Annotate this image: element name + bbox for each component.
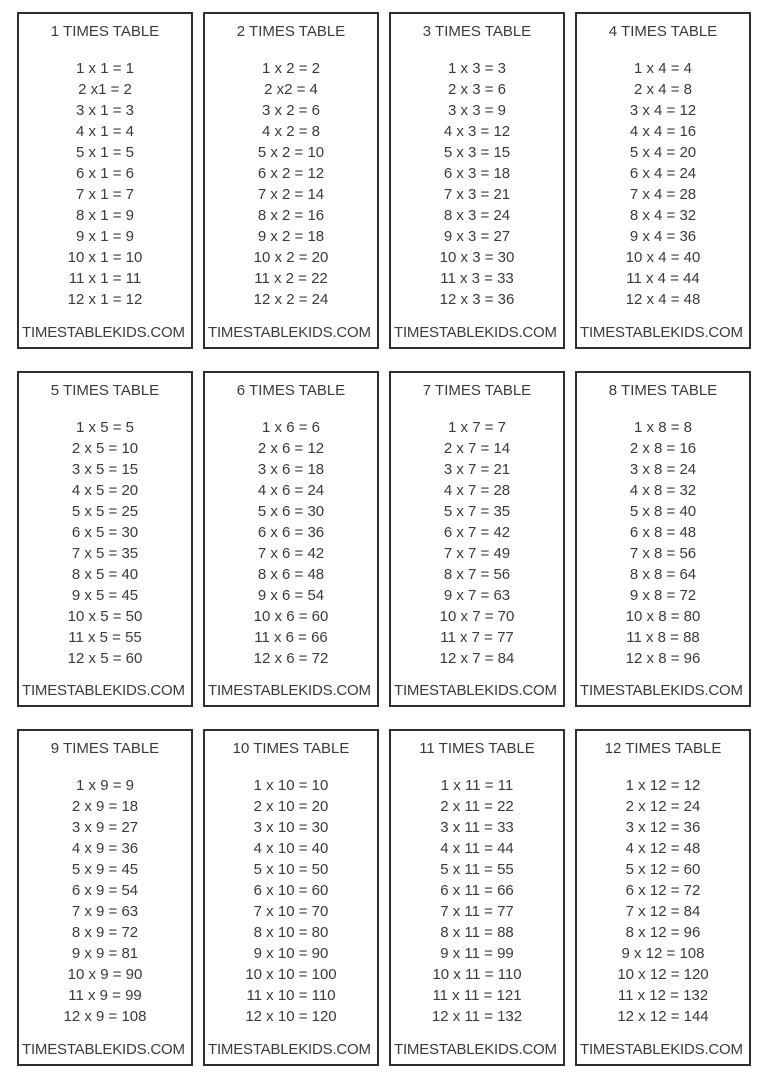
card-footer-website: TIMESTABLEKIDS.COM <box>208 1040 371 1058</box>
multiplication-fact: 7 x 11 = 77 <box>440 903 514 921</box>
multiplication-fact: 5 x 8 = 40 <box>629 502 697 520</box>
multiplication-fact: 3 x 8 = 24 <box>629 460 697 478</box>
multiplication-fact: 7 x 6 = 42 <box>257 544 325 562</box>
card-title: 10 TIMES TABLE <box>232 740 350 758</box>
multiplication-facts-list <box>19 775 191 1027</box>
multiplication-fact: 10 x 1 = 10 <box>67 249 143 266</box>
multiplication-fact: 2 x 12 = 24 <box>625 798 701 816</box>
card-footer-website: TIMESTABLEKIDS.COM <box>22 1040 185 1058</box>
card-footer-website: TIMESTABLEKIDS.COM <box>580 1040 743 1058</box>
card-title: 5 TIMES TABLE <box>50 381 160 399</box>
multiplication-fact: 3 x 11 = 33 <box>440 819 514 837</box>
multiplication-fact: 3 x 10 = 30 <box>253 819 329 837</box>
multiplication-fact: 11 x 8 = 88 <box>626 628 700 646</box>
multiplication-fact: 1 x 9 = 9 <box>76 777 134 795</box>
multiplication-fact: 1 x 8 = 8 <box>634 418 692 436</box>
multiplication-fact: 7 x 1 = 7 <box>76 186 134 203</box>
multiplication-fact: 2 x 5 = 10 <box>71 439 139 457</box>
multiplication-fact: 2 x 7 = 14 <box>443 439 511 457</box>
multiplication-fact: 7 x 2 = 14 <box>257 186 325 203</box>
multiplication-fact: 3 x 1 = 3 <box>76 102 134 119</box>
multiplication-fact: 12 x 4 = 48 <box>625 291 701 308</box>
multiplication-fact: 5 x 3 = 15 <box>443 144 511 161</box>
multiplication-fact: 7 x 7 = 49 <box>443 544 511 562</box>
card-title: 2 TIMES TABLE <box>236 23 346 40</box>
multiplication-fact: 5 x 5 = 25 <box>71 502 139 520</box>
multiplication-fact: 5 x 10 = 50 <box>253 861 329 879</box>
multiplication-facts-list <box>19 417 191 669</box>
card-footer-website: TIMESTABLEKIDS.COM <box>22 323 185 341</box>
multiplication-fact: 1 x 2 = 2 <box>262 60 320 77</box>
multiplication-fact: 5 x 2 = 10 <box>257 144 325 161</box>
multiplication-facts-list <box>205 417 377 669</box>
multiplication-fact: 6 x 3 = 18 <box>443 165 511 182</box>
multiplication-fact: 5 x 9 = 45 <box>71 861 139 879</box>
multiplication-fact: 12 x 5 = 60 <box>67 649 143 667</box>
multiplication-fact: 3 x 5 = 15 <box>71 460 139 478</box>
multiplication-fact: 8 x 10 = 80 <box>253 924 329 942</box>
card-title: 9 TIMES TABLE <box>50 740 160 758</box>
multiplication-fact: 5 x 11 = 55 <box>440 861 514 879</box>
multiplication-fact: 11 x 10 = 110 <box>246 987 336 1005</box>
multiplication-fact: 4 x 11 = 44 <box>440 840 514 858</box>
card-title: 1 TIMES TABLE <box>50 23 160 40</box>
multiplication-fact: 11 x 7 = 77 <box>440 628 514 646</box>
multiplication-fact: 10 x 5 = 50 <box>67 607 143 625</box>
multiplication-fact: 10 x 10 = 100 <box>245 966 337 984</box>
multiplication-fact: 12 x 9 = 108 <box>63 1008 147 1026</box>
multiplication-fact: 2 x 11 = 22 <box>440 798 514 816</box>
multiplication-fact: 3 x 9 = 27 <box>71 819 139 837</box>
multiplication-fact: 6 x 10 = 60 <box>253 882 329 900</box>
multiplication-fact: 9 x 9 = 81 <box>71 945 139 963</box>
multiplication-fact: 9 x 11 = 99 <box>440 945 514 963</box>
multiplication-fact: 12 x 2 = 24 <box>253 291 329 308</box>
multiplication-fact: 8 x 3 = 24 <box>443 207 511 224</box>
multiplication-fact: 11 x 6 = 66 <box>254 628 328 646</box>
card-title: 4 TIMES TABLE <box>608 23 718 40</box>
multiplication-fact: 6 x 6 = 36 <box>257 523 325 541</box>
times-table-card <box>389 12 565 349</box>
multiplication-fact: 8 x 5 = 40 <box>71 565 139 583</box>
multiplication-fact: 11 x 3 = 33 <box>440 270 514 287</box>
times-table-card <box>203 729 379 1066</box>
times-table-card <box>389 371 565 708</box>
multiplication-fact: 3 x 2 = 6 <box>262 102 320 119</box>
multiplication-fact: 6 x 7 = 42 <box>443 523 511 541</box>
multiplication-fact: 5 x 1 = 5 <box>76 144 134 161</box>
multiplication-fact: 4 x 9 = 36 <box>71 840 139 858</box>
multiplication-fact: 12 x 7 = 84 <box>439 649 515 667</box>
multiplication-fact: 2 x 10 = 20 <box>253 798 329 816</box>
card-footer-website: TIMESTABLEKIDS.COM <box>580 323 743 341</box>
times-table-card <box>575 729 751 1066</box>
multiplication-facts-list <box>577 58 749 310</box>
times-table-card <box>203 12 379 349</box>
multiplication-fact: 4 x 8 = 32 <box>629 481 697 499</box>
times-table-card <box>17 371 193 708</box>
multiplication-fact: 12 x 6 = 72 <box>253 649 329 667</box>
multiplication-fact: 8 x 6 = 48 <box>257 565 325 583</box>
multiplication-fact: 11 x 4 = 44 <box>626 270 700 287</box>
multiplication-fact: 12 x 11 = 132 <box>431 1008 523 1026</box>
multiplication-fact: 11 x 5 = 55 <box>68 628 142 646</box>
card-footer-website: TIMESTABLEKIDS.COM <box>208 323 371 341</box>
multiplication-fact: 7 x 10 = 70 <box>253 903 329 921</box>
card-footer-website: TIMESTABLEKIDS.COM <box>580 682 743 700</box>
card-title: 6 TIMES TABLE <box>236 381 346 399</box>
multiplication-fact: 4 x 7 = 28 <box>443 481 511 499</box>
multiplication-fact: 10 x 2 = 20 <box>253 249 329 266</box>
card-footer-website: TIMESTABLEKIDS.COM <box>394 1040 557 1058</box>
multiplication-fact: 1 x 1 = 1 <box>76 60 134 77</box>
multiplication-fact: 6 x 1 = 6 <box>76 165 134 182</box>
multiplication-fact: 11 x 11 = 121 <box>432 987 522 1005</box>
multiplication-fact: 7 x 4 = 28 <box>629 186 697 203</box>
multiplication-facts-list <box>391 58 563 310</box>
card-title: 3 TIMES TABLE <box>422 23 532 40</box>
multiplication-fact: 6 x 12 = 72 <box>625 882 701 900</box>
multiplication-fact: 4 x 4 = 16 <box>629 123 697 140</box>
multiplication-fact: 3 x 7 = 21 <box>443 460 511 478</box>
multiplication-fact: 3 x 6 = 18 <box>257 460 325 478</box>
multiplication-fact: 2 x 9 = 18 <box>71 798 139 816</box>
multiplication-facts-list <box>577 775 749 1027</box>
multiplication-fact: 6 x 2 = 12 <box>257 165 325 182</box>
multiplication-fact: 9 x 1 = 9 <box>76 228 134 245</box>
multiplication-fact: 4 x 3 = 12 <box>443 123 511 140</box>
card-title: 8 TIMES TABLE <box>608 381 718 399</box>
multiplication-fact: 5 x 7 = 35 <box>443 502 511 520</box>
multiplication-fact: 11 x 9 = 99 <box>68 987 142 1005</box>
multiplication-fact: 3 x 3 = 9 <box>448 102 506 119</box>
multiplication-fact: 10 x 9 = 90 <box>67 966 143 984</box>
multiplication-fact: 6 x 5 = 30 <box>71 523 139 541</box>
multiplication-fact: 8 x 11 = 88 <box>440 924 514 942</box>
multiplication-fact: 1 x 6 = 6 <box>262 418 320 436</box>
multiplication-fact: 2 x2 = 4 <box>264 81 318 98</box>
times-table-card <box>17 12 193 349</box>
multiplication-fact: 4 x 6 = 24 <box>257 481 325 499</box>
multiplication-fact: 4 x 2 = 8 <box>262 123 320 140</box>
multiplication-fact: 9 x 10 = 90 <box>253 945 329 963</box>
multiplication-fact: 1 x 4 = 4 <box>634 60 692 77</box>
multiplication-fact: 12 x 3 = 36 <box>439 291 515 308</box>
multiplication-fact: 12 x 1 = 12 <box>67 291 143 308</box>
multiplication-fact: 11 x 12 = 132 <box>617 987 709 1005</box>
multiplication-fact: 9 x 6 = 54 <box>257 586 325 604</box>
multiplication-fact: 7 x 5 = 35 <box>71 544 139 562</box>
multiplication-facts-list <box>391 775 563 1027</box>
card-footer-website: TIMESTABLEKIDS.COM <box>394 323 557 341</box>
multiplication-fact: 10 x 11 = 110 <box>432 966 522 984</box>
multiplication-fact: 8 x 7 = 56 <box>443 565 511 583</box>
times-table-card <box>17 729 193 1066</box>
multiplication-fact: 7 x 8 = 56 <box>629 544 697 562</box>
multiplication-fact: 1 x 5 = 5 <box>76 418 134 436</box>
multiplication-fact: 2 x 6 = 12 <box>257 439 325 457</box>
multiplication-fact: 7 x 3 = 21 <box>443 186 511 203</box>
multiplication-fact: 11 x 2 = 22 <box>254 270 328 287</box>
multiplication-fact: 8 x 8 = 64 <box>629 565 697 583</box>
multiplication-fact: 6 x 4 = 24 <box>629 165 697 182</box>
multiplication-fact: 8 x 4 = 32 <box>629 207 697 224</box>
times-table-card <box>389 729 565 1066</box>
multiplication-fact: 10 x 6 = 60 <box>253 607 329 625</box>
multiplication-fact: 2 x1 = 2 <box>78 81 132 98</box>
times-table-card <box>203 371 379 708</box>
multiplication-fact: 2 x 4 = 8 <box>634 81 692 98</box>
multiplication-fact: 9 x 8 = 72 <box>629 586 697 604</box>
multiplication-fact: 1 x 3 = 3 <box>448 60 506 77</box>
card-title: 12 TIMES TABLE <box>604 740 722 758</box>
multiplication-fact: 2 x 8 = 16 <box>629 439 697 457</box>
multiplication-fact: 6 x 9 = 54 <box>71 882 139 900</box>
multiplication-fact: 1 x 11 = 11 <box>440 777 514 795</box>
multiplication-fact: 2 x 3 = 6 <box>448 81 506 98</box>
multiplication-fact: 10 x 3 = 30 <box>439 249 515 266</box>
multiplication-fact: 8 x 12 = 96 <box>625 924 701 942</box>
times-table-card <box>575 371 751 708</box>
multiplication-fact: 10 x 4 = 40 <box>625 249 701 266</box>
multiplication-fact: 8 x 1 = 9 <box>76 207 134 224</box>
multiplication-fact: 1 x 7 = 7 <box>448 418 506 436</box>
multiplication-fact: 1 x 12 = 12 <box>625 777 701 795</box>
multiplication-fact: 12 x 12 = 144 <box>617 1008 709 1026</box>
card-footer-website: TIMESTABLEKIDS.COM <box>394 682 557 700</box>
multiplication-fact: 6 x 11 = 66 <box>440 882 514 900</box>
multiplication-fact: 5 x 4 = 20 <box>629 144 697 161</box>
multiplication-fact: 9 x 3 = 27 <box>443 228 511 245</box>
card-footer-website: TIMESTABLEKIDS.COM <box>22 682 185 700</box>
multiplication-fact: 9 x 7 = 63 <box>443 586 511 604</box>
multiplication-fact: 4 x 10 = 40 <box>253 840 329 858</box>
multiplication-facts-list <box>391 417 563 669</box>
multiplication-facts-list <box>205 775 377 1027</box>
multiplication-fact: 4 x 12 = 48 <box>625 840 701 858</box>
multiplication-fact: 9 x 2 = 18 <box>257 228 325 245</box>
multiplication-fact: 9 x 5 = 45 <box>71 586 139 604</box>
multiplication-fact: 5 x 6 = 30 <box>257 502 325 520</box>
card-title: 11 TIMES TABLE <box>419 740 535 758</box>
multiplication-fact: 9 x 12 = 108 <box>621 945 705 963</box>
multiplication-fact: 10 x 12 = 120 <box>617 966 709 984</box>
card-title: 7 TIMES TABLE <box>422 381 532 399</box>
multiplication-fact: 10 x 8 = 80 <box>625 607 701 625</box>
multiplication-fact: 7 x 12 = 84 <box>625 903 701 921</box>
multiplication-fact: 7 x 9 = 63 <box>71 903 139 921</box>
multiplication-fact: 12 x 10 = 120 <box>245 1008 337 1026</box>
multiplication-fact: 4 x 5 = 20 <box>71 481 139 499</box>
multiplication-fact: 3 x 12 = 36 <box>625 819 701 837</box>
card-footer-website: TIMESTABLEKIDS.COM <box>208 682 371 700</box>
multiplication-facts-list <box>577 417 749 669</box>
multiplication-facts-list <box>19 58 191 310</box>
multiplication-fact: 12 x 8 = 96 <box>625 649 701 667</box>
times-table-card <box>575 12 751 349</box>
multiplication-fact: 8 x 9 = 72 <box>71 924 139 942</box>
multiplication-fact: 1 x 10 = 10 <box>253 777 329 795</box>
multiplication-fact: 11 x 1 = 11 <box>68 270 142 287</box>
multiplication-fact: 10 x 7 = 70 <box>439 607 515 625</box>
multiplication-fact: 3 x 4 = 12 <box>629 102 697 119</box>
multiplication-facts-list <box>205 58 377 310</box>
multiplication-fact: 6 x 8 = 48 <box>629 523 697 541</box>
multiplication-fact: 8 x 2 = 16 <box>257 207 325 224</box>
multiplication-fact: 5 x 12 = 60 <box>625 861 701 879</box>
multiplication-fact: 9 x 4 = 36 <box>629 228 697 245</box>
multiplication-fact: 4 x 1 = 4 <box>76 123 134 140</box>
